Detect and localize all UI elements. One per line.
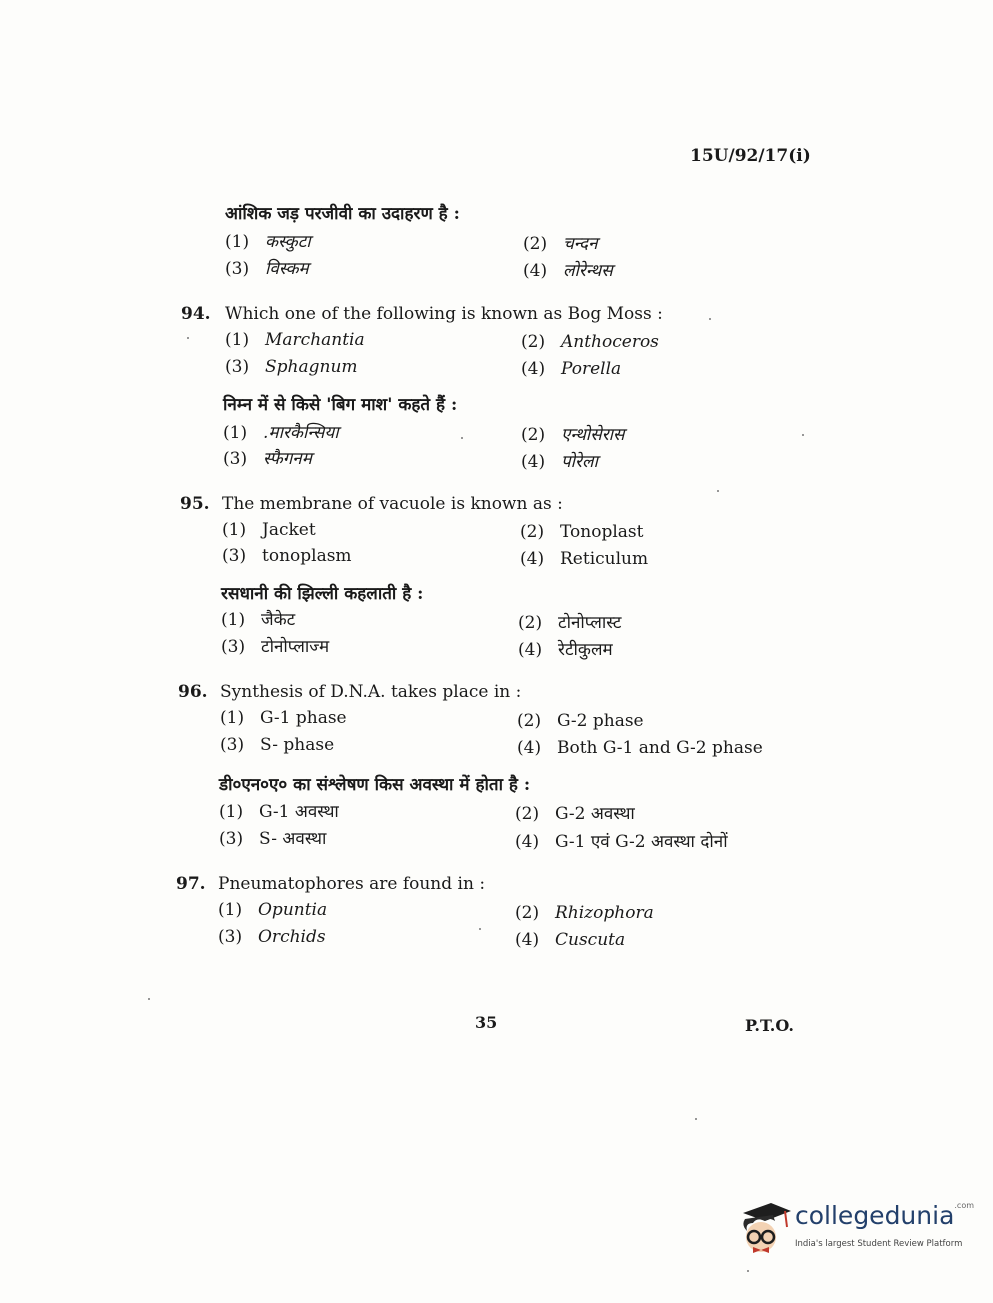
q94-option-1: (1) Marchantia — [225, 330, 365, 350]
scan-speck — [148, 998, 150, 1000]
q95-hindi-option-3: (3) टोनोप्लाज्म — [221, 637, 330, 657]
q95-option-1: (1) Jacket — [222, 520, 316, 540]
q95-hindi-option-1: (1) जैकेट — [221, 610, 296, 630]
q94-option-4: (4) Porella — [521, 359, 622, 379]
q94-hindi-option-2: (2) एन्थोसेरास — [521, 425, 625, 445]
q94-question: Which one of the following is known as Bog Moss : — [225, 304, 663, 324]
scan-speck — [461, 437, 463, 439]
q93-option-3: (3) विस्कम — [225, 259, 309, 279]
q94-hindi-question: निम्न में से किसे 'बिग माश' कहते हैं : — [223, 395, 458, 415]
paper-code: 15U/92/17(i) — [690, 146, 811, 166]
q96-hindi-question: डी०एन०ए० का संश्लेषण किस अवस्था में होता है : — [219, 775, 531, 795]
scan-speck — [479, 928, 481, 930]
q95-option-2: (2) Tonoplast — [520, 522, 644, 542]
q97-option-3: (3) Orchids — [218, 927, 326, 947]
q97-number: 97. — [176, 874, 206, 894]
q96-hindi-option-1: (1) G-1 अवस्था — [219, 802, 339, 822]
q94-option-2: (2) Anthoceros — [521, 332, 659, 352]
q95-question: The membrane of vacuole is known as : — [222, 494, 563, 514]
q94-hindi-option-1: (1) .मारकैन्सिया — [223, 423, 339, 443]
q93-hindi-question: आंशिक जड़ परजीवी का उदाहरण है : — [225, 204, 460, 224]
scan-speck — [695, 1118, 697, 1120]
scan-speck — [717, 490, 719, 492]
pto-label: P.T.O. — [745, 1016, 794, 1035]
q95-number: 95. — [180, 494, 210, 514]
q96-number: 96. — [178, 682, 208, 702]
logo-tagline: India's largest Student Review Platform — [795, 1239, 963, 1249]
page-number: 35 — [475, 1013, 498, 1032]
q95-option-3: (3) tonoplasm — [222, 546, 352, 566]
q94-hindi-option-4: (4) पोरेला — [521, 452, 598, 472]
q93-option-1: (1) कस्कुटा — [225, 232, 311, 252]
q96-hindi-option-2: (2) G-2 अवस्था — [515, 804, 635, 824]
q95-hindi-option-4: (4) रेटीकुलम — [518, 640, 613, 660]
logo-wordmark: collegedunia$^{.com}$ — [795, 1201, 975, 1230]
q96-question: Synthesis of D.N.A. takes place in : — [220, 682, 522, 702]
q96-hindi-option-3: (3) S- अवस्था — [219, 829, 327, 849]
q96-option-3: (3) S- phase — [220, 735, 335, 755]
q96-option-4: (4) Both G-1 and G-2 phase — [517, 738, 763, 758]
scan-speck — [802, 434, 804, 436]
q93-option-4: (4) लोरेन्थस — [523, 261, 613, 281]
q97-option-2: (2) Rhizophora — [515, 903, 654, 923]
q95-hindi-question: रसधानी की झिल्ली कहलाती है : — [221, 584, 424, 604]
scan-speck — [187, 337, 189, 339]
q96-option-1: (1) G-1 phase — [220, 708, 347, 728]
scan-speck — [747, 1270, 749, 1272]
scan-speck — [709, 318, 711, 320]
q96-hindi-option-4: (4) G-1 एवं G-2 अवस्था दोनों — [515, 832, 728, 852]
q94-option-3: (3) Sphagnum — [225, 357, 358, 377]
q94-number: 94. — [181, 304, 211, 324]
q97-option-4: (4) Cuscuta — [515, 930, 626, 950]
q97-option-1: (1) Opuntia — [218, 900, 328, 920]
q95-option-4: (4) Reticulum — [520, 549, 649, 569]
collegedunia-logo — [735, 1195, 975, 1265]
q93-option-2: (2) चन्दन — [523, 234, 598, 254]
student-mascot-icon — [735, 1195, 793, 1257]
q95-hindi-option-2: (2) टोनोप्लास्ट — [518, 613, 622, 633]
q96-option-2: (2) G-2 phase — [517, 711, 644, 731]
q94-hindi-option-3: (3) स्फैगनम — [223, 449, 312, 469]
q97-question: Pneumatophores are found in : — [218, 874, 486, 894]
